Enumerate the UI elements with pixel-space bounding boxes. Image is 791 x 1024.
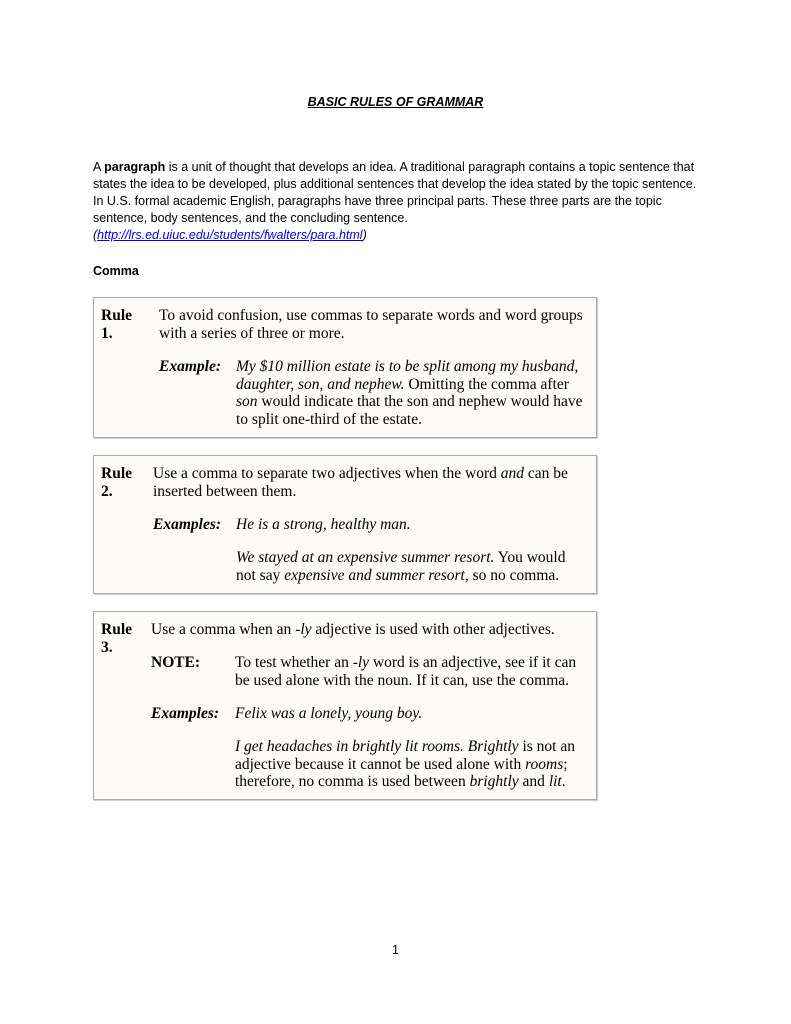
rule-label-word: Rule: [101, 465, 132, 482]
examples-label: Examples:: [153, 516, 222, 533]
example-plain: .: [561, 773, 566, 790]
rule-label-number: 1.: [101, 324, 113, 342]
note-italic: -ly: [352, 654, 370, 671]
rule-box-3: [93, 611, 597, 800]
example-text-1: [235, 705, 586, 723]
example-plain: and: [518, 773, 549, 790]
example-plain: Omitting the comma after: [404, 375, 569, 393]
example-plain: is not an adjective because it cannot be used alone with: [235, 738, 575, 773]
example-plain: , so no comma.: [464, 566, 560, 584]
rule-label-2: [101, 465, 141, 500]
example-italic: He is a strong, healthy man.: [236, 516, 411, 533]
note-part: To test whether an: [235, 654, 353, 671]
note-label: NOTE:: [151, 654, 201, 671]
rule-label-3: [101, 621, 141, 656]
rule-text-italic: and: [500, 465, 525, 482]
rule-label-word: Rule: [101, 621, 132, 638]
rule-text-2: [153, 465, 586, 500]
rule-text-part: Use a comma when an: [151, 621, 296, 638]
rule-label-1: [101, 307, 141, 342]
example-label: Example:: [159, 358, 221, 375]
document-title: BASIC RULES OF GRAMMAR: [307, 95, 484, 109]
example-italic: My $10 million estate is to be split among my husband, daughter, son, and nephew.: [236, 358, 579, 393]
intro-lead: A: [93, 160, 105, 174]
rule-box-2: [93, 455, 597, 594]
example-plain: would indicate that the son and nephew would have to split one-third of the estate.: [236, 393, 583, 428]
rule-label-number: 2.: [101, 482, 113, 500]
example-italic: expensive and summer resort: [284, 566, 465, 584]
rule-text-part: can be inserted between them.: [153, 465, 568, 500]
intro-body: is a unit of thought that develops an idea. A traditional paragraph contains a topic sentence that states the idea to be developed, plus additional sentences that develop the idea stated by the topic sentence. In U.S. formal academic English, paragraphs have three principal parts. These three parts are the topic sentence, body sentences, and the concluding sentence.: [93, 160, 697, 225]
example-italic: lit: [548, 773, 562, 790]
example-italic: brightly: [469, 773, 519, 790]
example-text-2: [235, 738, 586, 791]
example-text-1: [236, 516, 586, 534]
page-number: 1: [392, 943, 399, 957]
link-open-paren: (: [93, 228, 98, 242]
rule-text-3: [151, 621, 586, 639]
example-italic: son: [236, 393, 258, 410]
rule-box-1: [93, 297, 597, 438]
note-part: word is an adjective, see if it can be used alone with the noun. If it can, use the comma.: [235, 654, 577, 689]
note-text: [235, 654, 586, 689]
example-plain: ; therefore, no comma is used between: [235, 755, 568, 790]
example-italic: Felix was a lonely, young boy.: [235, 705, 423, 722]
example-text-2: [236, 549, 586, 584]
rule-text-italic: -ly: [295, 621, 312, 638]
example-plain: You would not say: [236, 549, 566, 584]
rule-label-number: 3.: [101, 638, 113, 656]
rule-label-word: Rule: [101, 307, 132, 324]
intro-term: paragraph: [104, 160, 166, 174]
rule-text-part: Use a comma to separate two adjectives when the word: [153, 465, 501, 482]
example-italic: rooms: [525, 755, 564, 773]
rule-text-part: adjective is used with other adjectives.: [311, 621, 555, 638]
intro-paragraph: [93, 159, 703, 244]
example-text: [236, 358, 586, 428]
example-italic: I get headaches in brightly lit rooms. Brightly: [235, 738, 519, 755]
section-heading-comma: Comma: [93, 264, 139, 278]
link-close-paren: ): [362, 228, 367, 242]
rule-text-1: To avoid confusion, use commas to separate words and word groups with a series of three or more.: [159, 307, 583, 342]
example-italic: We stayed at an expensive summer resort.: [236, 549, 495, 566]
examples-label: Examples:: [151, 705, 220, 722]
source-link[interactable]: http://lrs.ed.uiuc.edu/students/fwalters/para.html: [97, 228, 363, 242]
